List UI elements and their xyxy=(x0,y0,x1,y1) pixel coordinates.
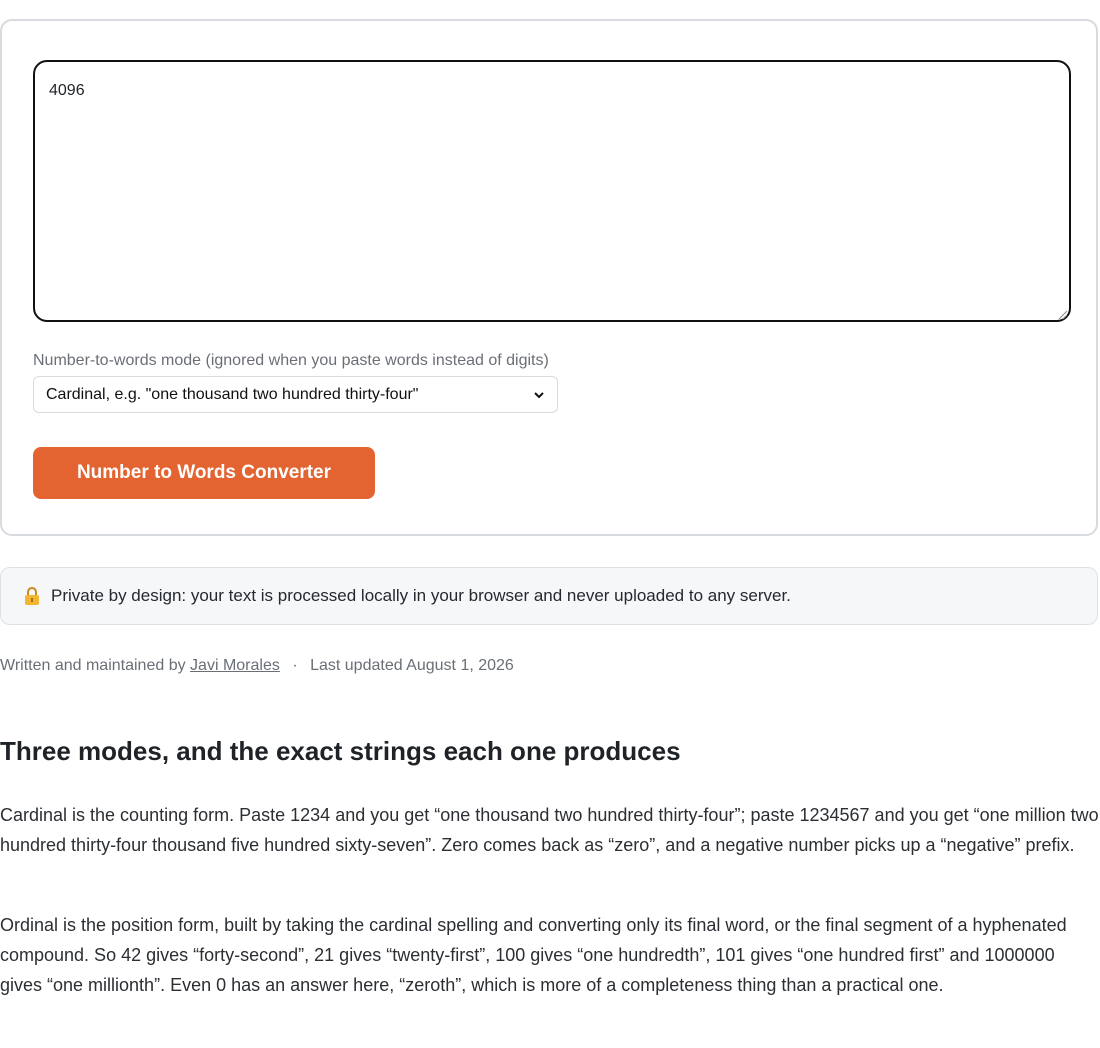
number-input[interactable] xyxy=(33,60,1071,322)
byline-prefix: Written and maintained by xyxy=(0,657,186,674)
converter-card xyxy=(0,19,1098,536)
convert-button[interactable]: Number to Words Converter xyxy=(33,447,375,499)
section-heading: Three modes, and the exact strings each one produces xyxy=(0,736,681,766)
byline-separator: · xyxy=(292,657,298,674)
paragraph-cardinal: Cardinal is the counting form. Paste 1234 and you get “one thousand two hundred thirty-four”; paste 1234567 and you get “one million two hundred thirty-four thousand five hundred sixty-seven”. Zero comes back as “zero”, and a negative number picks up a “negative” prefix. xyxy=(0,805,1099,855)
lock-icon xyxy=(23,586,41,606)
chevron-down-icon xyxy=(533,389,545,401)
mode-label: Number-to-words mode (ignored when you paste words instead of digits) xyxy=(33,352,549,369)
privacy-notice xyxy=(0,567,1098,625)
privacy-text: Private by design: your text is processed locally in your browser and never uploaded to any server. xyxy=(51,586,791,605)
paragraph-ordinal: Ordinal is the position form, built by taking the cardinal spelling and converting only its final word, or the final segment of a hyphenated compound. So 42 gives “forty-second”, 21 gives “twenty-first”, 100 gives “one hundredth”, 101 gives “one hundred first” and 1000000 gives “one millionth”. Even 0 has an answer here, “zeroth”, which is more of a completeness thing than a practical one. xyxy=(0,915,1067,995)
mode-select[interactable] xyxy=(33,376,558,413)
author-link[interactable]: Javi Morales xyxy=(190,657,280,674)
byline xyxy=(0,657,514,675)
last-updated: Last updated August 1, 2026 xyxy=(310,657,514,674)
mode-select-value: Cardinal, e.g. "one thousand two hundred thirty-four" xyxy=(46,385,419,403)
